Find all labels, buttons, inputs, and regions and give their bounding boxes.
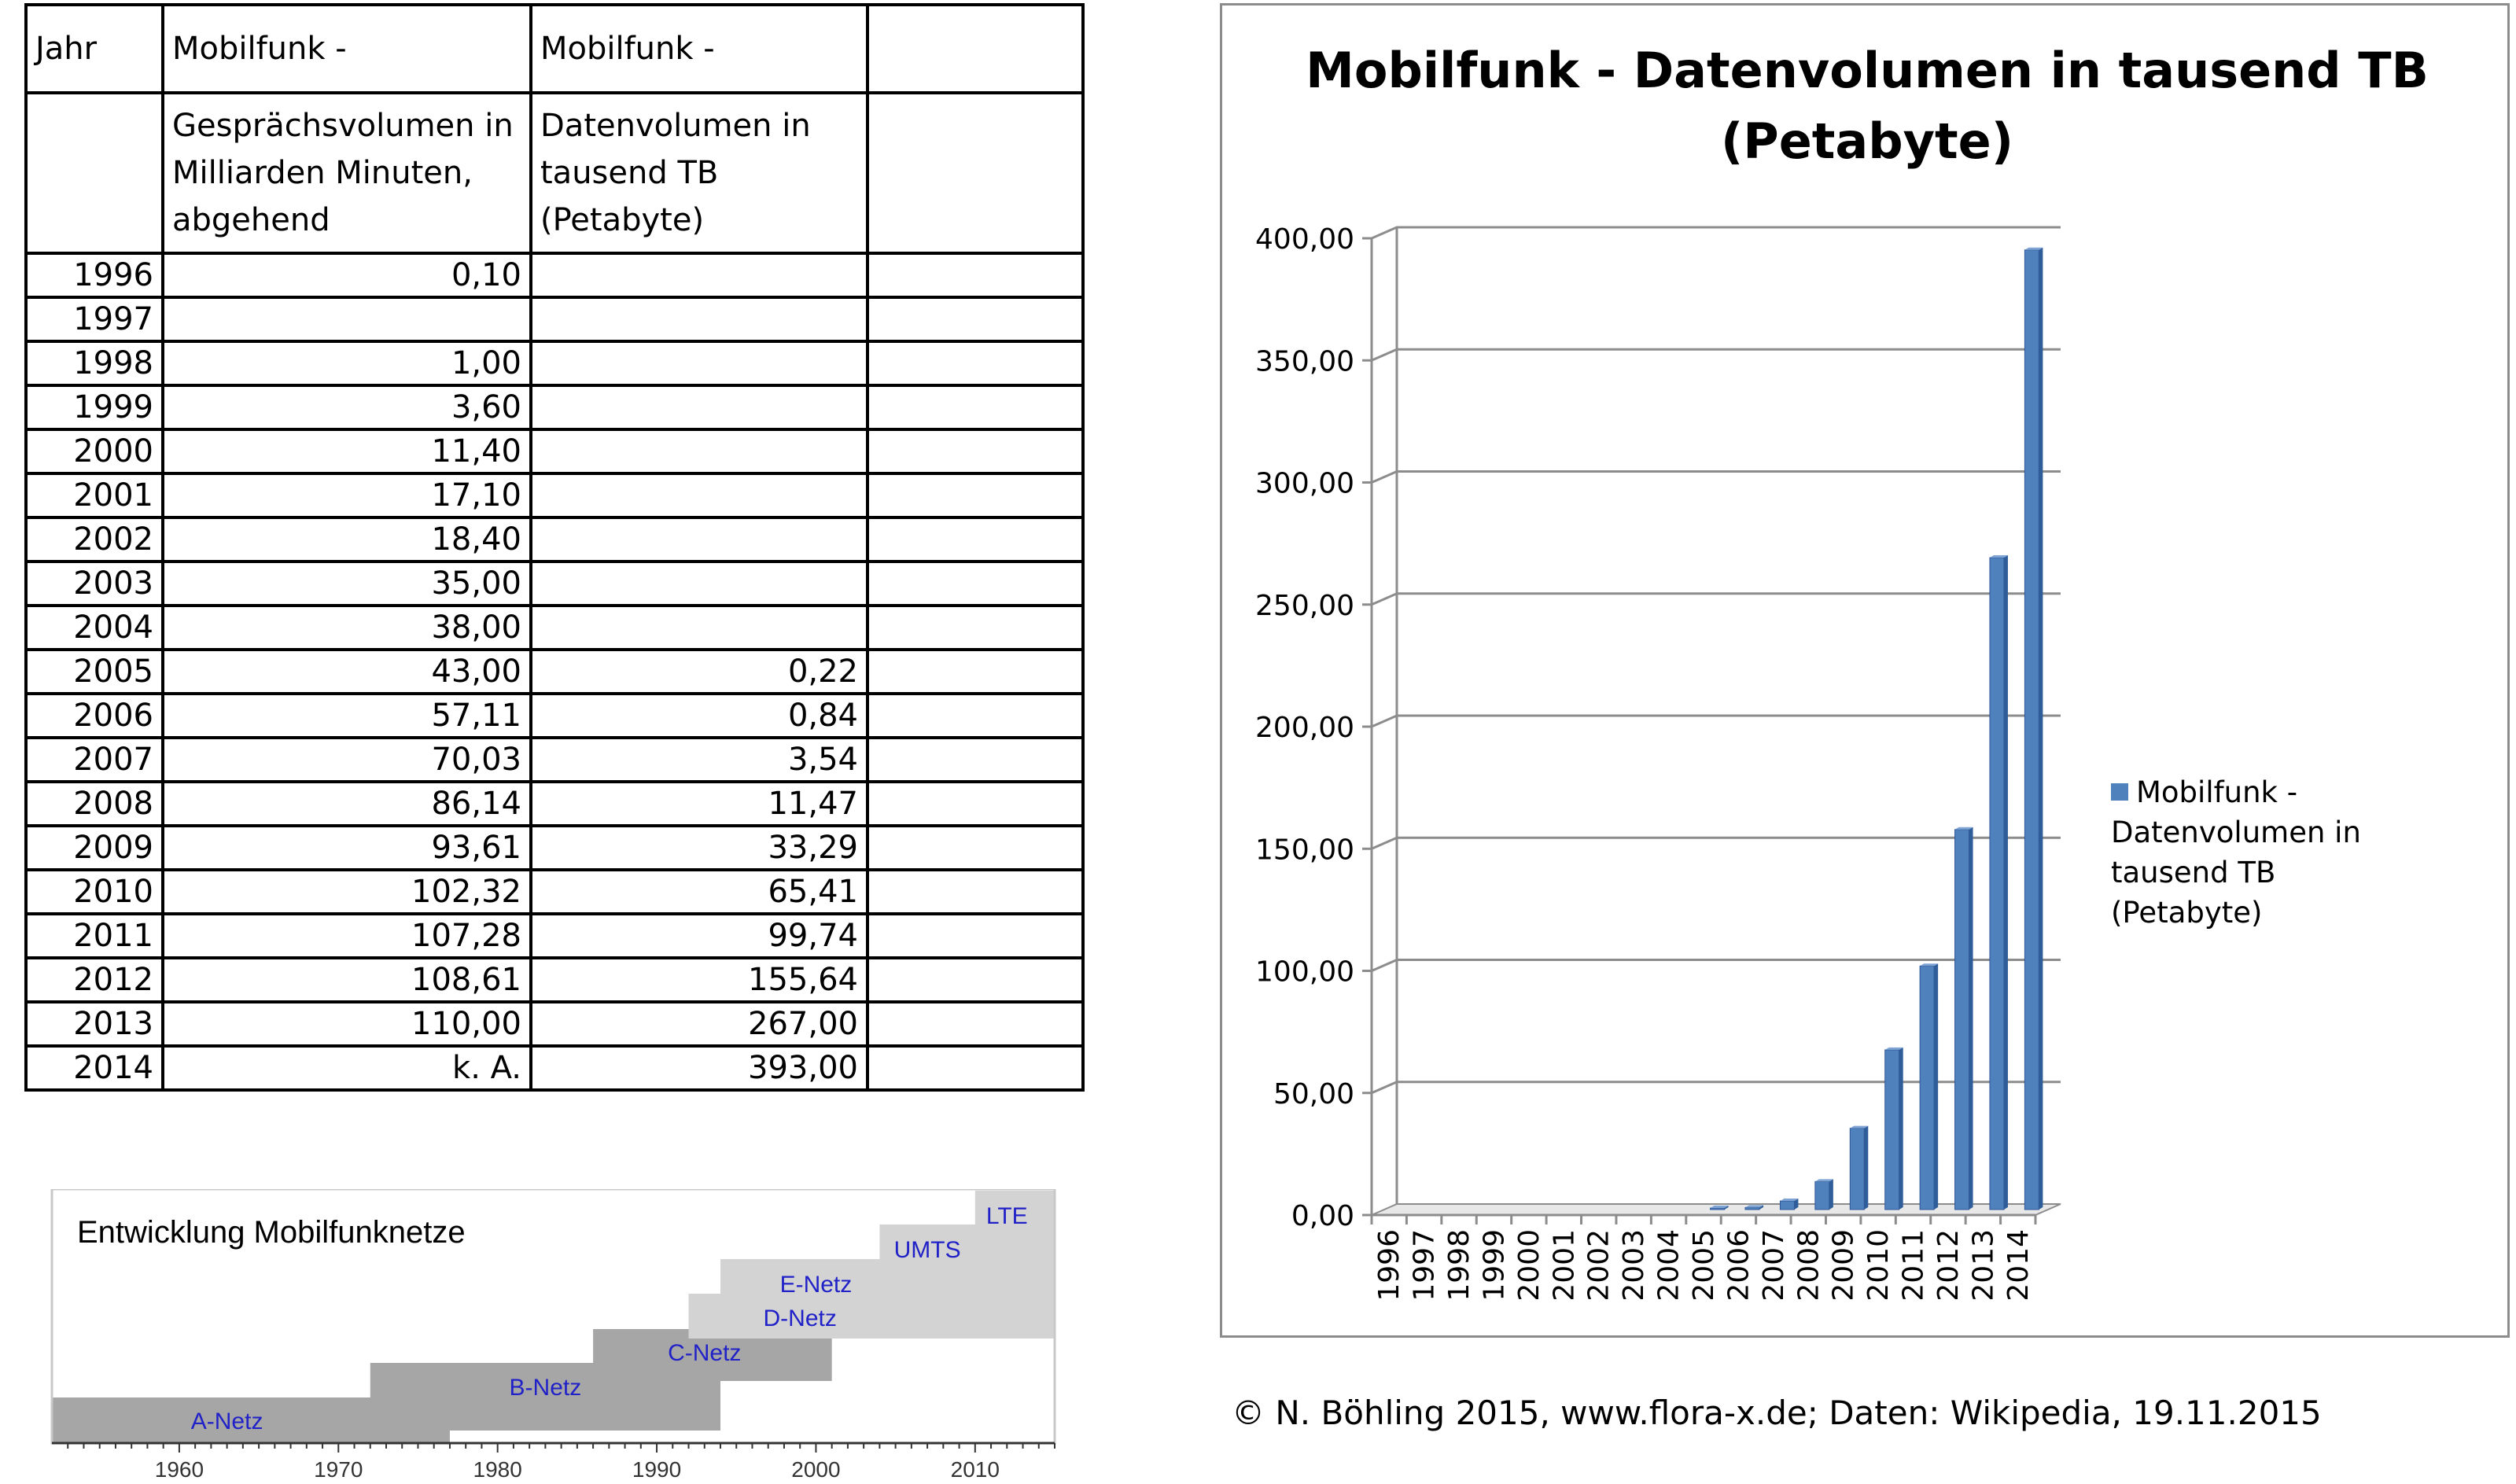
subheader-year: [26, 93, 163, 253]
cell-data: [531, 429, 868, 473]
cell-data: [531, 473, 868, 517]
table-header-row: [26, 5, 1083, 93]
data-table: [24, 3, 1085, 1092]
bar-side: [1934, 963, 1938, 1210]
subheader-empty: [868, 93, 1083, 253]
timeline-label-e-netz: E-Netz: [779, 1272, 853, 1298]
cell-data: 0,84: [531, 694, 868, 738]
cell-data: 0,22: [531, 650, 868, 694]
x-tick-label: 2010: [1862, 1229, 1895, 1302]
cell-voice: 1,00: [163, 341, 531, 385]
y-tick-label: 250,00: [1255, 589, 1354, 622]
bar: [1780, 1199, 1798, 1210]
x-tick-label: 2001: [1548, 1229, 1581, 1302]
y-tick-label: 300,00: [1255, 467, 1354, 500]
x-tick-label: 1998: [1443, 1229, 1476, 1302]
cell-empty: [868, 517, 1083, 562]
bar: [1885, 1048, 1903, 1210]
cell-year: 2012: [26, 958, 163, 1002]
cell-empty: [868, 385, 1083, 429]
y-tick-label: 200,00: [1255, 712, 1354, 744]
y-tick-label: 150,00: [1255, 834, 1354, 867]
bar-front: [1885, 1050, 1899, 1210]
cell-empty: [868, 826, 1083, 870]
timeline-tick-label: 1980: [473, 1457, 522, 1482]
legend-label: Mobilfunk - Datenvolumen in tausend TB (Petabyte): [2111, 775, 2361, 930]
cell-voice: 0,10: [163, 253, 531, 297]
bar-front: [1745, 1207, 1759, 1210]
cell-year: 2000: [26, 429, 163, 473]
table-row: [26, 341, 1083, 385]
cell-empty: [868, 1046, 1083, 1090]
table-row: [26, 473, 1083, 517]
cell-data: [531, 517, 868, 562]
subheader-voice: Gesprächsvolumen in Milliarden Minuten, abgehend: [163, 93, 531, 253]
bar-side: [1969, 827, 1973, 1210]
cell-data: 99,74: [531, 914, 868, 958]
cell-voice: 86,14: [163, 782, 531, 826]
cell-empty: [868, 694, 1083, 738]
y-tick-label: 50,00: [1273, 1077, 1354, 1110]
x-tick-label: 2012: [1932, 1229, 1965, 1302]
header-empty: [868, 5, 1083, 93]
cell-data: 155,64: [531, 958, 868, 1002]
cell-data: 65,41: [531, 870, 868, 914]
cell-empty: [868, 914, 1083, 958]
cell-voice: 18,40: [163, 517, 531, 562]
bar-front: [1780, 1201, 1794, 1210]
cell-year: 2001: [26, 473, 163, 517]
cell-voice: 102,32: [163, 870, 531, 914]
x-tick-label: 2004: [1652, 1229, 1685, 1302]
table-row: [26, 562, 1083, 606]
copyright-note: © N. Böhling 2015, www.flora-x.de; Daten: Wikipedia, 19.11.2015: [1232, 1394, 2322, 1432]
x-tick-label: 2013: [1967, 1229, 2000, 1302]
cell-year: 1998: [26, 341, 163, 385]
cell-empty: [868, 650, 1083, 694]
cell-data: [531, 253, 868, 297]
chart-frame: [1220, 3, 2510, 1338]
x-tick-label: 2011: [1897, 1229, 1930, 1302]
timeline-label-umts: UMTS: [893, 1237, 961, 1263]
y-tick-label: 400,00: [1255, 223, 1354, 256]
bar-side: [1864, 1126, 1868, 1210]
bar-side: [1899, 1048, 1903, 1210]
table-subheader-row: [26, 93, 1083, 253]
cell-empty: [868, 253, 1083, 297]
cell-empty: [868, 782, 1083, 826]
legend-swatch: [2111, 783, 2128, 801]
timeline-label-b-netz: B-Netz: [509, 1375, 582, 1401]
cell-year: 2003: [26, 562, 163, 606]
network-timeline: [50, 1189, 1065, 1484]
cell-empty: [868, 738, 1083, 782]
table-row: [26, 738, 1083, 782]
cell-empty: [868, 870, 1083, 914]
gridline: [1372, 716, 2061, 727]
cell-voice: 43,00: [163, 650, 531, 694]
cell-voice: 93,61: [163, 826, 531, 870]
cell-voice: 70,03: [163, 738, 531, 782]
cell-data: [531, 385, 868, 429]
table-row: [26, 650, 1083, 694]
cell-data: [531, 341, 868, 385]
header-voice: Mobilfunk -: [163, 5, 531, 93]
table-body: [26, 5, 1083, 1090]
bar-side: [2004, 555, 2008, 1210]
bar: [1990, 555, 2008, 1210]
cell-empty: [868, 562, 1083, 606]
cell-data: 393,00: [531, 1046, 868, 1090]
cell-year: 2007: [26, 738, 163, 782]
x-tick-label: 2005: [1688, 1229, 1720, 1302]
cell-year: 2008: [26, 782, 163, 826]
x-tick-label: 2000: [1512, 1229, 1545, 1302]
bar-side: [1829, 1179, 1833, 1210]
bar-front: [1711, 1208, 1725, 1210]
cell-voice: 107,28: [163, 914, 531, 958]
cell-empty: [868, 297, 1083, 341]
cell-year: 1997: [26, 297, 163, 341]
bar-side: [2039, 248, 2043, 1210]
gridline: [1372, 349, 2061, 360]
timeline-tick-label: 1990: [632, 1457, 682, 1482]
cell-year: 2002: [26, 517, 163, 562]
cell-year: 2006: [26, 694, 163, 738]
cell-voice: 35,00: [163, 562, 531, 606]
timeline-title: Entwicklung Mobilfunknetze: [77, 1215, 466, 1250]
x-tick-label: 1999: [1478, 1229, 1511, 1302]
table-row: [26, 870, 1083, 914]
timeline-label-lte: LTE: [985, 1203, 1028, 1229]
table-row: [26, 914, 1083, 958]
gridline: [1372, 594, 2061, 605]
gridline: [1372, 472, 2061, 483]
x-tick-label: 2003: [1618, 1229, 1651, 1302]
x-tick-label: 2014: [2002, 1229, 2035, 1302]
cell-year: 1999: [26, 385, 163, 429]
timeline-label-d-netz: D-Netz: [763, 1305, 837, 1331]
table-row: [26, 1046, 1083, 1090]
cell-year: 2011: [26, 914, 163, 958]
cell-year: 2004: [26, 606, 163, 650]
table-row: [26, 429, 1083, 473]
timeline-label-a-netz: A-Netz: [190, 1409, 263, 1434]
table-row: [26, 517, 1083, 562]
cell-year: 2010: [26, 870, 163, 914]
cell-data: 3,54: [531, 738, 868, 782]
cell-empty: [868, 473, 1083, 517]
bar-chart: [1222, 6, 2507, 1335]
cell-voice: 108,61: [163, 958, 531, 1002]
x-tick-label: 2008: [1792, 1229, 1825, 1302]
table-row: [26, 826, 1083, 870]
table-row: [26, 958, 1083, 1002]
cell-voice: 110,00: [163, 1002, 531, 1046]
cell-year: 2014: [26, 1046, 163, 1090]
x-tick-label: 2007: [1757, 1229, 1790, 1302]
x-tick-label: 2006: [1722, 1229, 1755, 1302]
cell-empty: [868, 606, 1083, 650]
cell-data: 11,47: [531, 782, 868, 826]
cell-year: 2013: [26, 1002, 163, 1046]
y-tick-label: 100,00: [1255, 956, 1354, 989]
chart-title: Mobilfunk - Datenvolumen in tausend TB (Petabyte): [1306, 42, 2429, 170]
bar: [1815, 1179, 1833, 1210]
timeline-tick-label: 1960: [154, 1457, 204, 1482]
cell-data: 267,00: [531, 1002, 868, 1046]
subheader-data: Datenvolumen in tausend TB (Petabyte): [531, 93, 868, 253]
cell-empty: [868, 958, 1083, 1002]
table-row: [26, 1002, 1083, 1046]
cell-voice: [163, 297, 531, 341]
cell-data: [531, 562, 868, 606]
cell-voice: 17,10: [163, 473, 531, 517]
bar-front: [1850, 1129, 1864, 1210]
bar-front: [1955, 830, 1969, 1210]
y-tick-label: 350,00: [1255, 345, 1354, 378]
cell-empty: [868, 1002, 1083, 1046]
table-row: [26, 782, 1083, 826]
table-row: [26, 385, 1083, 429]
cell-voice: 3,60: [163, 385, 531, 429]
table-row: [26, 694, 1083, 738]
cell-voice: k. A.: [163, 1046, 531, 1090]
x-tick-label: 2002: [1582, 1229, 1615, 1302]
bar-front: [2024, 250, 2039, 1210]
cell-voice: 38,00: [163, 606, 531, 650]
bar: [1955, 827, 1973, 1210]
table-row: [26, 606, 1083, 650]
bar-front: [1990, 558, 2004, 1210]
cell-data: 33,29: [531, 826, 868, 870]
cell-year: 1996: [26, 253, 163, 297]
x-tick-label: 1996: [1373, 1229, 1406, 1302]
bar: [2024, 248, 2043, 1210]
bar-front: [1920, 966, 1934, 1210]
cell-year: 2005: [26, 650, 163, 694]
chart-legend: [2111, 772, 2394, 933]
x-tick-label: 1997: [1408, 1229, 1441, 1302]
table-row: [26, 297, 1083, 341]
table-row: [26, 253, 1083, 297]
cell-empty: [868, 429, 1083, 473]
timeline-label-c-netz: C-Netz: [668, 1340, 742, 1366]
header-year: Jahr: [26, 5, 163, 93]
x-tick-label: 2009: [1827, 1229, 1860, 1302]
gridline: [1372, 227, 2061, 238]
bar-front: [1815, 1181, 1829, 1210]
cell-data: [531, 297, 868, 341]
timeline-tick-label: 2010: [950, 1457, 1000, 1482]
timeline-tick-label: 1970: [314, 1457, 363, 1482]
cell-voice: 57,11: [163, 694, 531, 738]
cell-empty: [868, 341, 1083, 385]
cell-voice: 11,40: [163, 429, 531, 473]
y-tick-label: 0,00: [1291, 1200, 1354, 1232]
cell-year: 2009: [26, 826, 163, 870]
bar: [1920, 963, 1938, 1210]
bar: [1850, 1126, 1868, 1210]
cell-data: [531, 606, 868, 650]
timeline-tick-label: 2000: [791, 1457, 841, 1482]
header-data: Mobilfunk -: [531, 5, 868, 93]
